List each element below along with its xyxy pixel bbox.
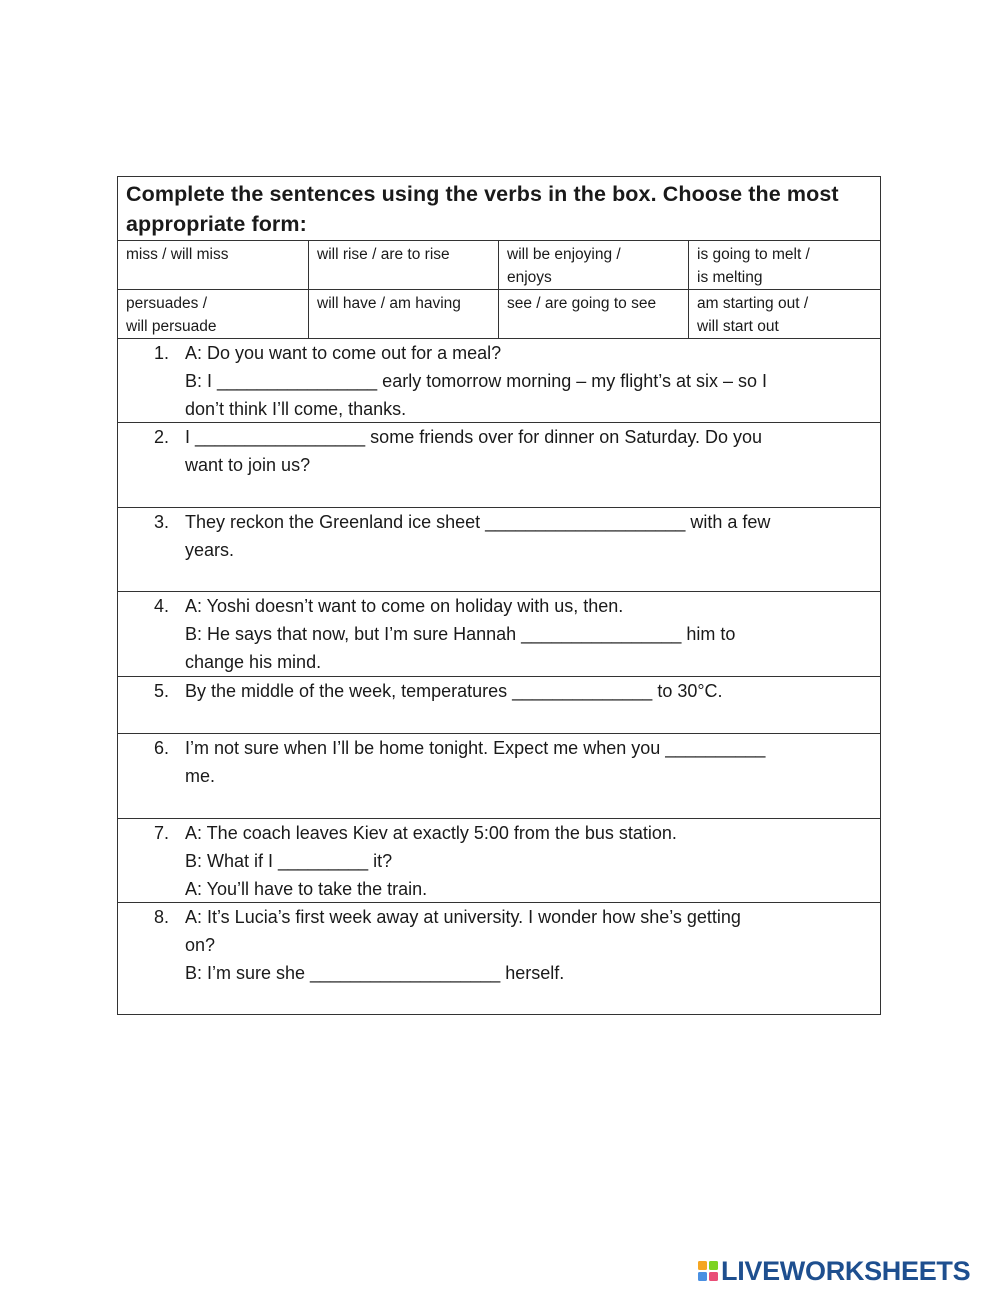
liveworksheets-logo	[698, 1256, 970, 1286]
question-text	[185, 593, 866, 676]
verb-option-text: will start out	[697, 318, 779, 335]
question-text	[185, 820, 866, 903]
instructions-line-1: Complete the sentences using the verbs in the box. Choose the most	[126, 182, 839, 206]
question-number: 6.	[154, 738, 170, 758]
verb-option-text: see / are going to see	[507, 295, 657, 312]
verb-box-cell	[118, 290, 309, 338]
verb-box	[118, 241, 880, 339]
instructions-heading	[118, 177, 880, 241]
question-row-8	[118, 903, 880, 1012]
verb-option-text: is melting	[697, 269, 763, 286]
verb-option-text: will persuade	[126, 318, 217, 335]
question-number: 5.	[154, 681, 170, 701]
verb-box-cell	[499, 290, 689, 338]
logo-block	[709, 1272, 718, 1281]
question-line: change his mind.	[185, 651, 322, 672]
question-row-5	[118, 677, 880, 734]
question-text	[185, 678, 866, 706]
verb-option-text: persuades /	[126, 295, 207, 312]
logo-text: LIVEWORKSHEETS	[721, 1256, 971, 1286]
logo-block	[698, 1261, 707, 1270]
question-number: 3.	[154, 512, 170, 532]
question-line: on?	[185, 934, 216, 955]
question-text	[185, 340, 866, 423]
question-text	[185, 735, 866, 791]
verb-box-cell	[689, 290, 880, 338]
question-line: B: I’m sure she ___________________ herself.	[185, 962, 565, 983]
question-number: 4.	[154, 596, 170, 616]
verb-option-text: is going to melt /	[697, 246, 810, 263]
question-line: I _________________ some friends over for dinner on Saturday. Do you	[185, 427, 763, 447]
question-line: A: Yoshi doesn’t want to come on holiday with us, then.	[185, 596, 624, 616]
verb-option-text: miss / will miss	[126, 246, 229, 263]
question-text	[185, 509, 866, 565]
question-text	[185, 424, 866, 480]
question-line: By the middle of the week, temperatures ______________ to 30°C.	[185, 681, 723, 701]
question-line: years.	[185, 539, 235, 560]
verb-box-cell	[118, 241, 309, 290]
verb-option-text: will be enjoying /	[507, 246, 621, 263]
verb-option-text: will have / am having	[317, 295, 461, 312]
verb-option-text: enjoys	[507, 269, 552, 286]
question-row-2	[118, 423, 880, 508]
question-line: B: I ________________ early tomorrow morning – my flight’s at six – so I	[185, 370, 767, 391]
question-row-4	[118, 592, 880, 677]
verb-box-cell	[309, 290, 499, 338]
question-number: 1.	[154, 343, 170, 363]
question-line: me.	[185, 765, 216, 786]
instructions-line-2: appropriate form:	[126, 212, 307, 236]
question-line: A: The coach leaves Kiev at exactly 5:00 from the bus station.	[185, 823, 677, 843]
question-text	[185, 904, 866, 987]
question-line: I’m not sure when I’ll be home tonight. Expect me when you __________	[185, 738, 766, 758]
verb-option-text: will rise / are to rise	[317, 246, 450, 263]
verb-box-cell	[499, 241, 689, 290]
question-row-7	[118, 819, 880, 903]
question-line: B: He says that now, but I’m sure Hannah ________________ him to	[185, 623, 736, 644]
verb-option-text: am starting out /	[697, 295, 809, 312]
question-row-1	[118, 339, 880, 423]
exercise-table	[117, 176, 881, 1015]
question-line: A: You’ll have to take the train.	[185, 878, 428, 899]
question-line: They reckon the Greenland ice sheet ____________________ with a few	[185, 512, 771, 532]
logo-block	[698, 1272, 707, 1281]
question-number: 7.	[154, 823, 170, 843]
question-row-3	[118, 508, 880, 592]
question-line: want to join us?	[185, 454, 311, 475]
question-line: don’t think I’ll come, thanks.	[185, 398, 407, 419]
question-row-6	[118, 734, 880, 819]
question-line: B: What if I _________ it?	[185, 850, 393, 871]
question-line: A: It’s Lucia’s first week away at university. I wonder how she’s getting	[185, 907, 741, 927]
question-line: A: Do you want to come out for a meal?	[185, 343, 502, 363]
verb-box-cell	[309, 241, 499, 290]
logo-blocks-icon	[698, 1261, 718, 1281]
question-number: 8.	[154, 907, 170, 927]
question-number: 2.	[154, 427, 170, 447]
logo-block	[709, 1261, 718, 1270]
verb-box-cell	[689, 241, 880, 290]
